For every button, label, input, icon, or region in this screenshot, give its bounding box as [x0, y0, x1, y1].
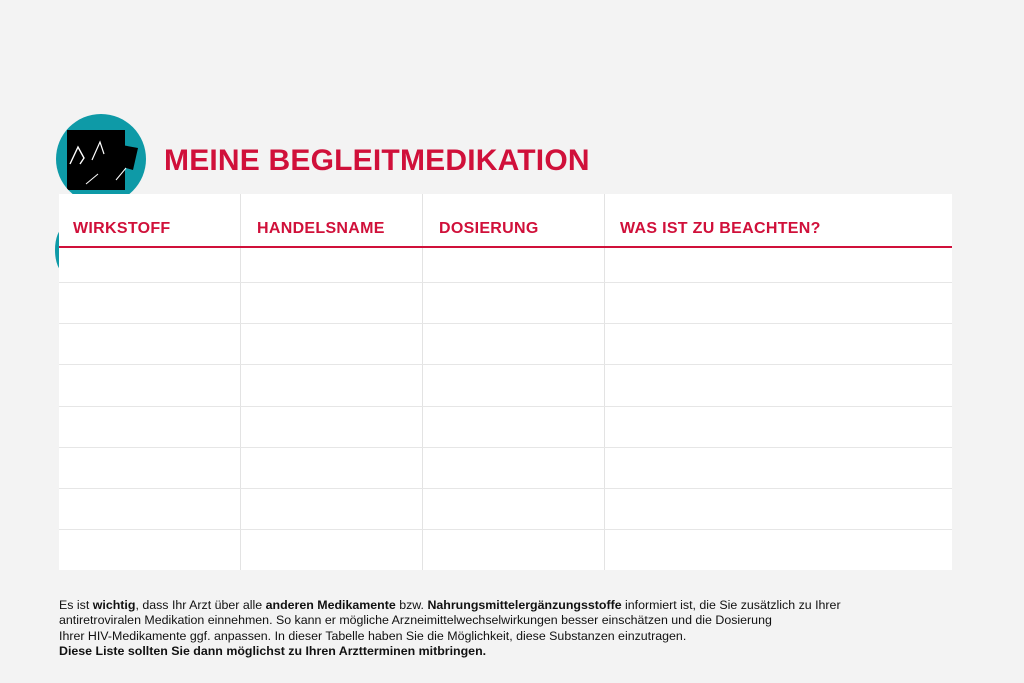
table-row-divider	[59, 323, 952, 324]
note-line-4: Diese Liste sollten Sie dann möglichst zu Ihren Arztterminen mitbringen.	[59, 644, 487, 659]
medication-table	[59, 194, 952, 570]
table-row-divider	[59, 488, 952, 489]
table-row-divider	[59, 529, 952, 530]
column-divider	[604, 194, 605, 570]
note-line-2: antiretroviralen Medikation einnehmen. So kann er mögliche Arzneimittelwechselwirkungen besser einschätzen und die Dosierung	[59, 613, 772, 628]
column-divider	[240, 194, 241, 570]
table-row-divider	[59, 447, 952, 448]
table-row-divider	[59, 282, 952, 283]
note-line-3: Ihrer HIV-Medikamente ggf. anpassen. In dieser Tabelle haben Sie die Möglichkeit, diese Substanzen einzutragen.	[59, 628, 687, 643]
pill-box-icon	[56, 114, 146, 204]
header-handelsname: HANDELSNAME	[257, 220, 385, 237]
table-row-divider	[59, 406, 952, 407]
column-divider	[422, 194, 423, 570]
table-row-divider	[59, 364, 952, 365]
note-line-1: Es ist wichtig, dass Ihr Arzt über alle anderen Medikamente bzw. Nahrungsmittelergänzungsstoffe informiert ist, die Sie zusätzlich zu Ihrer	[59, 598, 841, 612]
page-title: MEINE BEGLEITMEDIKATION	[164, 144, 590, 177]
logo-badge	[56, 114, 146, 204]
header-was-ist-zu-beachten: WAS IST ZU BEACHTEN?	[620, 220, 821, 237]
header-underline	[59, 246, 952, 248]
header-wirkstoff: WIRKSTOFF	[73, 220, 171, 237]
info-note	[59, 598, 959, 660]
header-dosierung: DOSIERUNG	[439, 220, 539, 237]
